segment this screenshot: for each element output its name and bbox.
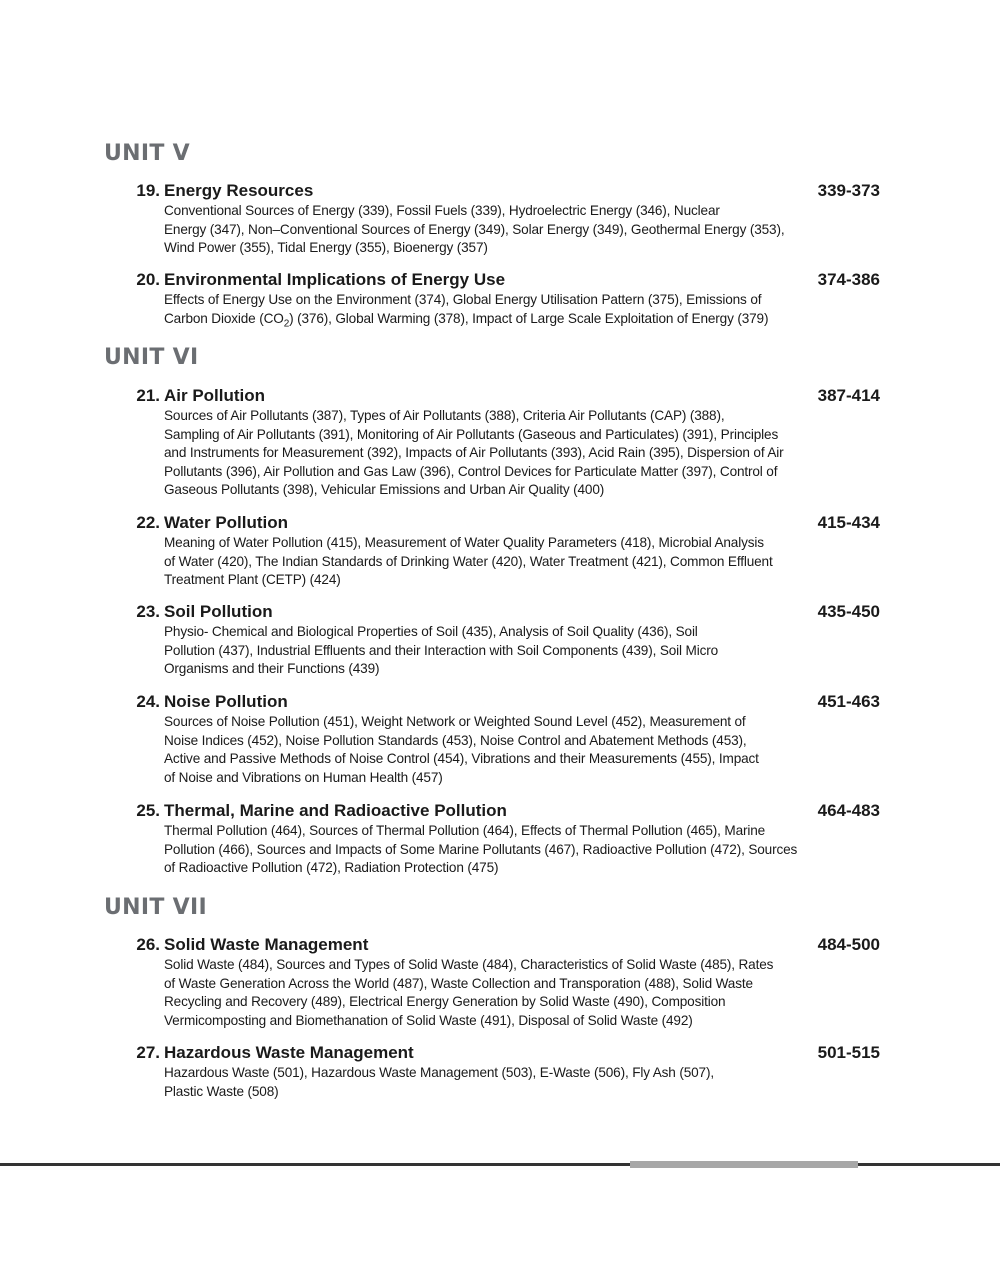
chapter-title: Thermal, Marine and Radioactive Pollution	[164, 801, 507, 820]
toc-entry[interactable]	[0, 800, 1000, 878]
chapter-topics-line: Pollution (466), Sources and Impacts of Some Marine Pollutants (467), Radioactive Pollution (472), Sources	[164, 841, 798, 857]
chapter-title: Solid Waste Management	[164, 935, 369, 954]
chapter-topics	[164, 623, 844, 679]
chapter-topics	[164, 407, 844, 500]
toc-entry-header	[0, 512, 1000, 534]
chapter-title: Environmental Implications of Energy Use	[164, 270, 506, 289]
chapter-topics-line: Noise Indices (452), Noise Pollution Standards (453), Noise Control and Abatement Methods (453),	[164, 732, 747, 748]
toc-entry[interactable]	[0, 934, 1000, 1030]
chapter-topics-line: Thermal Pollution (464), Sources of Thermal Pollution (464), Effects of Thermal Pollution (465), Marine	[164, 823, 766, 838]
toc-entry-header	[0, 180, 1000, 202]
chapter-page-range: 415-434	[817, 513, 880, 532]
toc-entry-header	[0, 269, 1000, 291]
chapter-topics-line: Vermicomposting and Biomethanation of Solid Waste (491), Disposal of Solid Waste (492)	[164, 1012, 693, 1028]
chapter-number: 25.	[136, 801, 160, 820]
chapter-topics-line: Solid Waste (484), Sources and Types of Solid Waste (484), Characteristics of Solid Waste (485), Rates	[164, 957, 774, 972]
chapter-topics-line: Sources of Air Pollutants (387), Types of Air Pollutants (388), Criteria Air Pollutants (CAP) (388),	[164, 408, 725, 423]
chapter-topics-line: Treatment Plant (CETP) (424)	[164, 572, 341, 588]
chapter-topics-line: Wind Power (355), Tidal Energy (355), Bioenergy (357)	[164, 240, 488, 256]
chapter-topics-line: Effects of Energy Use on the Environment (374), Global Energy Utilisation Pattern (375), Emissions of	[164, 292, 762, 307]
chapter-page-range: 464-483	[817, 801, 880, 820]
chapter-topics-line: Pollutants (396), Air Pollution and Gas Law (396), Control Devices for Particulate Matter (397), Control of	[164, 463, 778, 479]
chapter-topics-line: Meaning of Water Pollution (415), Measurement of Water Quality Parameters (418), Microbial Analysis	[164, 535, 764, 550]
chapter-topics-line: Active and Passive Methods of Noise Control (454), Vibrations and their Measurements (455), Impact	[164, 751, 759, 767]
chapter-title: Soil Pollution	[164, 602, 273, 621]
chapter-title: Energy Resources	[164, 181, 314, 200]
chapter-topics-line: Carbon Dioxide $(CO_2)$ (376), Global Warming (378), Impact of Large Scale Exploitation of Energy (379)	[164, 310, 769, 330]
chapter-topics	[164, 1064, 844, 1101]
chapter-topics-line: Hazardous Waste (501), Hazardous Waste Management (503), E-Waste (506), Fly Ash (507),	[164, 1065, 714, 1080]
chapter-page-range: 451-463	[817, 692, 880, 711]
chapter-topics-line: Energy (347), Non–Conventional Sources of Energy (349), Solar Energy (349), Geothermal Energy (353),	[164, 221, 785, 237]
chapter-title: Air Pollution	[164, 386, 266, 405]
unit-heading: UNIT V	[104, 141, 190, 166]
chapter-topics-line: of Waste Generation Across the World (487), Waste Collection and Transporation (488), Solid Waste	[164, 975, 753, 991]
toc-entry[interactable]	[0, 269, 1000, 334]
toc-entry-header	[0, 800, 1000, 822]
chapter-topics-line: Organisms and their Functions (439)	[164, 661, 380, 677]
chapter-number: 23.	[136, 602, 160, 621]
chapter-topics-line: of Radioactive Pollution (472), Radiation Protection (475)	[164, 860, 499, 876]
toc-entry[interactable]	[0, 691, 1000, 787]
chapter-number: 22.	[136, 513, 160, 532]
unit-heading: UNIT VI	[104, 345, 199, 370]
chapter-topics-line: of Noise and Vibrations on Human Health (457)	[164, 769, 443, 785]
chapter-page-range: 339-373	[817, 181, 880, 200]
chapter-number: 24.	[136, 692, 160, 711]
chapter-topics-line: Pollution (437), Industrial Effluents and their Interaction with Soil Components (439), Soil Micro	[164, 642, 719, 658]
chapter-topics	[164, 202, 844, 258]
chapter-title: Water Pollution	[164, 513, 289, 532]
toc-entry[interactable]	[0, 180, 1000, 258]
chapter-number: 21.	[136, 386, 160, 405]
toc-entry[interactable]	[0, 385, 1000, 500]
chapter-page-range: 501-515	[817, 1043, 880, 1062]
chapter-topics-line: Sources of Noise Pollution (451), Weight Network or Weighted Sound Level (452), Measurement of	[164, 714, 746, 729]
chapter-topics	[164, 822, 844, 878]
chapter-number: 20.	[136, 270, 160, 289]
toc-entry[interactable]	[0, 1042, 1000, 1101]
toc-entry-header	[0, 385, 1000, 407]
chapter-topics	[164, 713, 844, 787]
chapter-title: Noise Pollution	[164, 692, 288, 711]
chapter-page-range: 387-414	[817, 386, 880, 405]
toc-entry-header	[0, 691, 1000, 713]
footer-accent-bar	[630, 1161, 858, 1168]
chapter-number: 27.	[136, 1043, 160, 1062]
unit-heading: UNIT VII	[104, 895, 207, 920]
chapter-topics	[164, 291, 844, 334]
toc-entry-header	[0, 934, 1000, 956]
toc-entry[interactable]	[0, 601, 1000, 679]
chapter-title: Hazardous Waste Management	[164, 1043, 414, 1062]
chapter-number: 26.	[136, 935, 160, 954]
chapter-page-range: 374-386	[817, 270, 880, 289]
chapter-page-range: 435-450	[817, 602, 880, 621]
chapter-topics-line: Sampling of Air Pollutants (391), Monitoring of Air Pollutants (Gaseous and Particulates) (391), Principles	[164, 426, 779, 442]
toc-entry-header	[0, 1042, 1000, 1064]
chapter-topics-line: and Instruments for Measurement (392), Impacts of Air Pollutants (393), Acid Rain (395), Dispersion of Air	[164, 445, 784, 461]
chapter-topics-line: of Water (420), The Indian Standards of Drinking Water (420), Water Treatment (421), Common Effluent	[164, 553, 773, 569]
chapter-page-range: 484-500	[817, 935, 880, 954]
chapter-topics-line: Recycling and Recovery (489), Electrical Energy Generation by Solid Waste (490), Composition	[164, 994, 726, 1010]
chapter-topics-line: Gaseous Pollutants (398), Vehicular Emissions and Urban Air Quality (400)	[164, 482, 605, 498]
toc-entry[interactable]	[0, 512, 1000, 590]
chapter-topics	[164, 956, 844, 1030]
chapter-topics-line: Conventional Sources of Energy (339), Fossil Fuels (339), Hydroelectric Energy (346), Nuclear	[164, 203, 720, 218]
chapter-topics-line: Physio- Chemical and Biological Properties of Soil (435), Analysis of Soil Quality (436), Soil	[164, 624, 698, 639]
chapter-topics	[164, 534, 844, 590]
chapter-topics-line: Plastic Waste (508)	[164, 1083, 279, 1099]
chapter-number: 19.	[136, 181, 160, 200]
toc-entry-header	[0, 601, 1000, 623]
